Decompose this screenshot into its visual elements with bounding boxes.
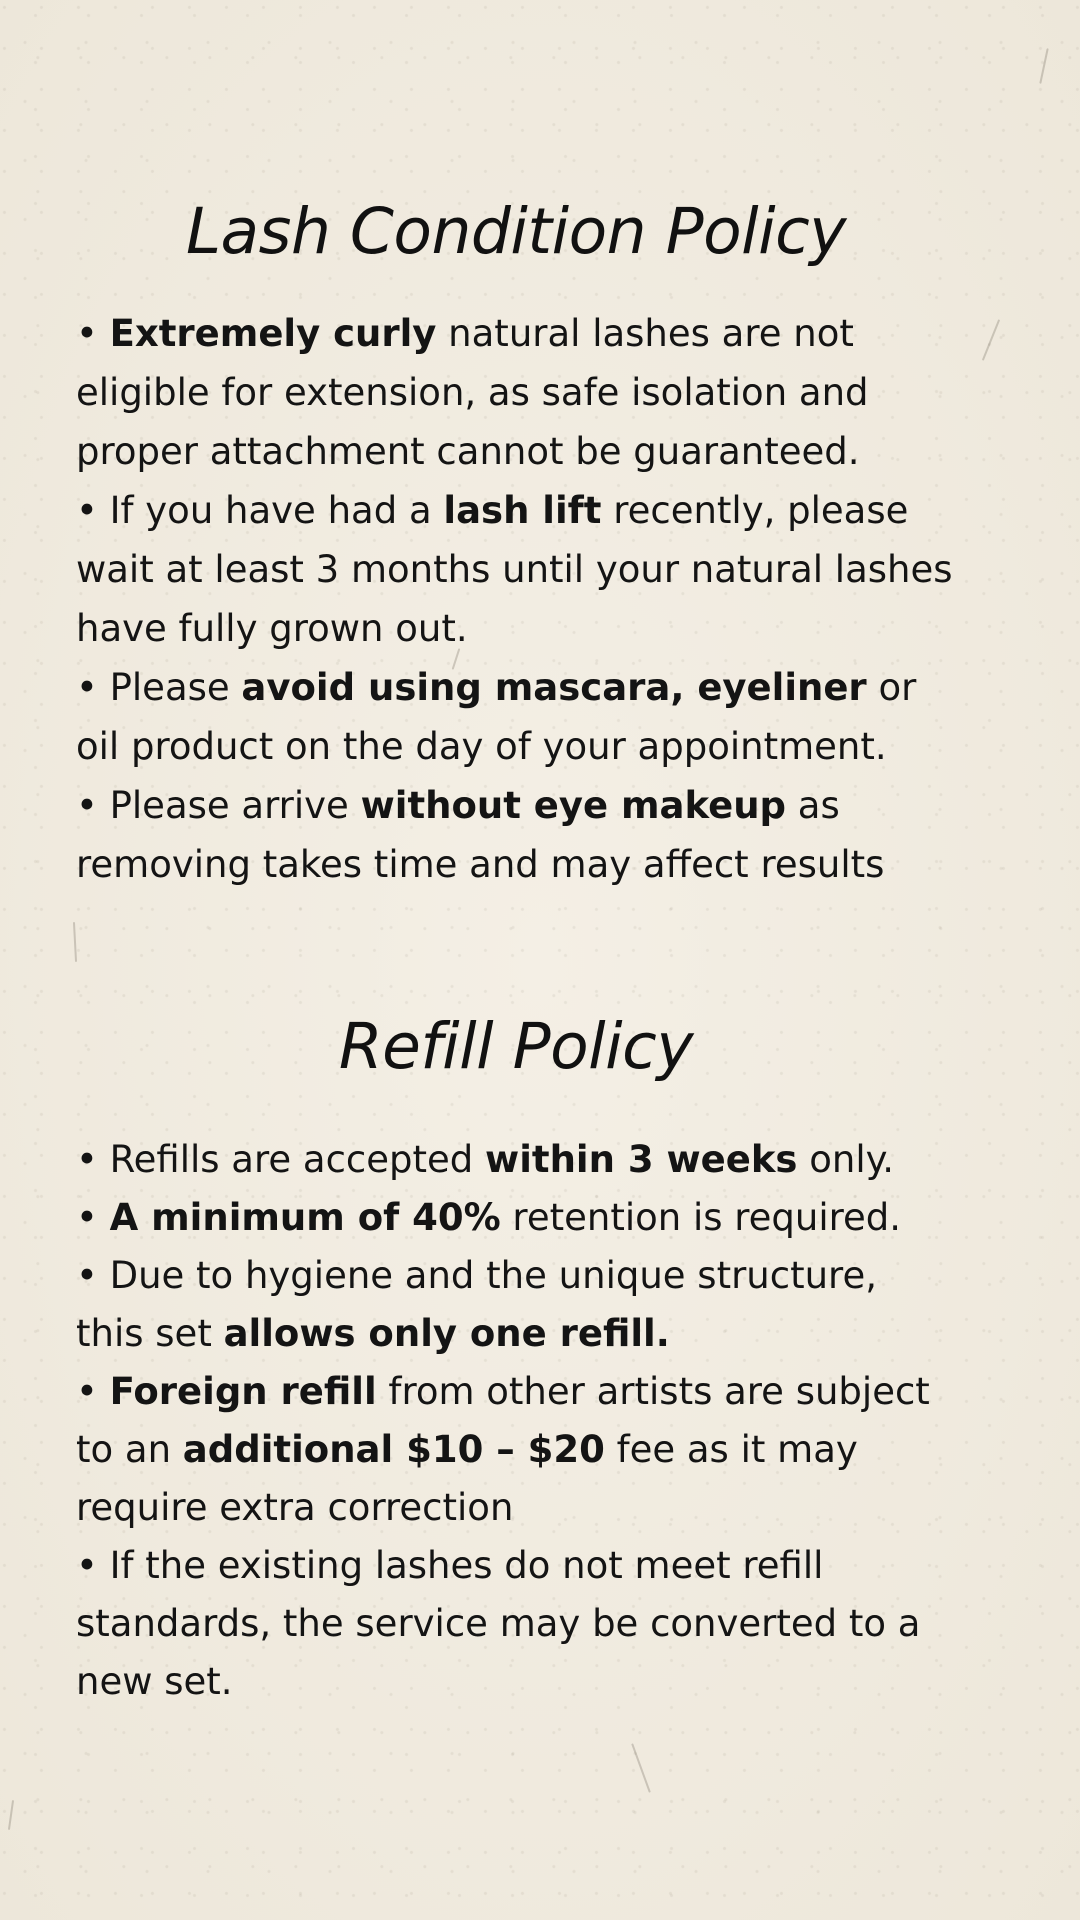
bullet-emphasis: allows only one refill. xyxy=(223,1312,670,1355)
bullet-text: or oil product on the day of your appointment. xyxy=(76,666,917,768)
bullet-text: recently, please wait at least 3 months until your natural lashes have fully grown out. xyxy=(76,489,953,650)
list-item xyxy=(76,481,956,658)
refill-policy-title: Refill Policy xyxy=(338,1010,694,1083)
bullet-text: from other artists are subject to an xyxy=(76,1370,930,1471)
bullet-emphasis: avoid using mascara, eyeliner xyxy=(241,666,867,709)
bullet-emphasis: without eye makeup xyxy=(360,784,787,827)
list-item xyxy=(76,1537,956,1711)
bullet-text: retention is required. xyxy=(500,1196,902,1239)
bullet-text: fee as it may require extra correction xyxy=(76,1428,858,1529)
bullet-emphasis: additional $10 – $20 xyxy=(182,1428,605,1471)
refill-policy-section xyxy=(76,1010,956,1711)
lash-condition-list xyxy=(76,304,956,894)
bullet-emphasis: lash lift xyxy=(443,489,602,532)
list-item xyxy=(76,1247,956,1363)
bullet-text: natural lashes are not eligible for extension, as safe isolation and proper attachment cannot be guaranteed. xyxy=(76,312,869,473)
lash-condition-title: Lash Condition Policy xyxy=(185,195,847,268)
paper-fiber xyxy=(631,1743,651,1793)
bullet-emphasis: Extremely curly xyxy=(109,312,437,355)
bullet-text: • xyxy=(76,1196,110,1239)
bullet-text: • Please xyxy=(76,666,242,709)
bullet-emphasis: Foreign refill xyxy=(109,1370,377,1413)
bullet-text: • Due to hygiene and the unique structure, this set xyxy=(76,1254,877,1355)
list-item xyxy=(76,304,956,481)
paper-fiber xyxy=(8,1800,14,1830)
list-item xyxy=(76,1189,956,1247)
lash-condition-section xyxy=(76,195,956,894)
bullet-text: as removing takes time and may affect results xyxy=(76,784,885,886)
bullet-text: • Refills are accepted xyxy=(76,1138,486,1181)
list-item xyxy=(76,776,956,894)
bullet-text: • If you have had a xyxy=(76,489,444,532)
bullet-text: • If the existing lashes do not meet refill standards, the service may be converted to a new set. xyxy=(76,1544,921,1703)
paper-fiber xyxy=(1039,48,1048,84)
bullet-text: • Please arrive xyxy=(76,784,361,827)
paper-fiber xyxy=(982,319,1000,361)
bullet-text: • xyxy=(76,1370,110,1413)
paper-fiber xyxy=(73,922,77,962)
list-item xyxy=(76,658,956,776)
refill-policy-list xyxy=(76,1131,956,1711)
bullet-text: only. xyxy=(797,1138,894,1181)
bullet-text: • xyxy=(76,312,110,355)
bullet-emphasis: A minimum of 40% xyxy=(109,1196,501,1239)
list-item xyxy=(76,1131,956,1189)
list-item xyxy=(76,1363,956,1537)
bullet-emphasis: within 3 weeks xyxy=(485,1138,798,1181)
